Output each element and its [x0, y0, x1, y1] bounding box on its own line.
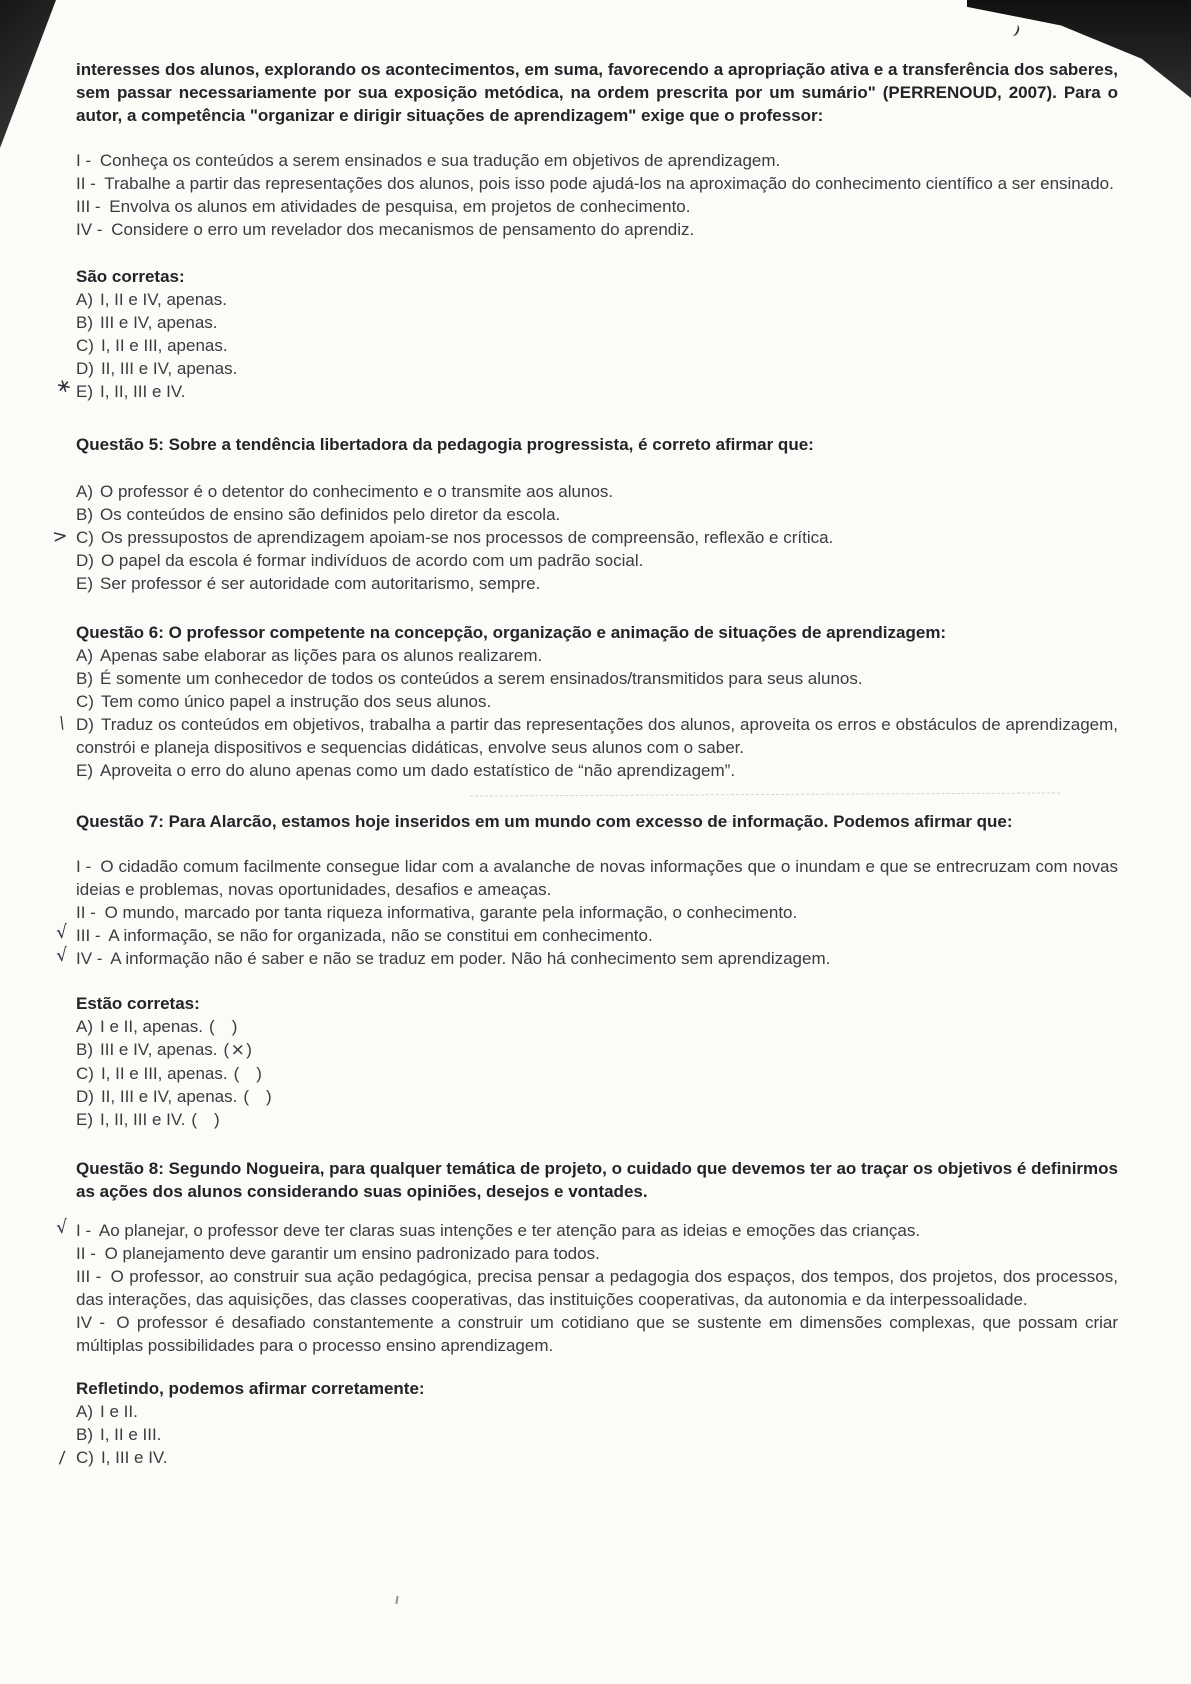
option-text: O professor é o detentor do conhecimento e o transmite aos alunos.	[100, 482, 614, 501]
statement-label: I -	[76, 857, 92, 876]
option-row	[76, 572, 1118, 595]
option-text: É somente um conhecedor de todos os conteúdos a serem ensinados/transmitidos para seus alunos.	[100, 669, 863, 688]
option-label: D)	[76, 1087, 94, 1106]
intro-paragraph: interesses dos alunos, explorando os acontecimentos, em suma, favorecendo a apropriação ativa e a transferência dos saberes, sem passar necessariamente por sua exposição metódica, na ordem prescrita por um sumário" (PERRENOUD, 2007). Para o autor, a competência "organizar e dirigir situações de aprendizagem" exige que o professor:	[76, 60, 1118, 125]
option-text: Aproveita o erro do aluno apenas como um dado estatístico de “não aprendizagem”.	[100, 761, 736, 780]
option-row	[76, 1423, 1118, 1446]
paren-close: )	[256, 1064, 262, 1083]
statement-label: II -	[76, 903, 96, 922]
scan-artifact-mark	[1008, 23, 1021, 37]
option-text: I e II.	[100, 1402, 138, 1421]
statement-text: O mundo, marcado por tanta riqueza informativa, garante pela informação, o conhecimento.	[104, 903, 798, 922]
option-label: C)	[76, 528, 94, 547]
statement-label: I -	[76, 1221, 92, 1240]
option-label: E)	[76, 382, 93, 401]
option-text: I, II e III, apenas.	[100, 336, 228, 355]
option-text: II, III e IV, apenas.	[100, 1087, 238, 1106]
option-row	[52, 373, 1118, 403]
statement-text: O professor é desafiado constantemente a construir um cotidiano que se sustente em dimensões complexas, que possam criar múltiplas possibilidades para o processo ensino aprendizagem.	[76, 1313, 1119, 1355]
scan-speck	[395, 1596, 398, 1604]
question6-heading: Questão 6: O professor competente na concepção, organização e animação de situações de aprendizagem:	[76, 623, 947, 642]
paren-close: )	[246, 1040, 252, 1059]
option-label: E)	[76, 761, 93, 780]
statement-item	[76, 218, 1118, 241]
statement-item	[76, 1311, 1118, 1357]
statement-label: IV -	[76, 1313, 106, 1332]
question7-options	[76, 1015, 1118, 1131]
statement-item	[76, 172, 1118, 195]
answers-heading: Refletindo, podemos afirmar corretamente:	[76, 1379, 425, 1398]
statement-item	[76, 195, 1118, 218]
option-row	[76, 667, 1118, 690]
question5-options	[51, 480, 1118, 595]
option-row	[76, 334, 1118, 357]
option-label: D)	[76, 359, 94, 378]
answers-heading: Estão corretas:	[76, 994, 200, 1013]
option-row	[76, 759, 1118, 782]
option-text: Os conteúdos de ensino são definidos pelo diretor da escola.	[100, 505, 561, 524]
statement-text: Considere o erro um revelador dos mecanismos de pensamento do aprendiz.	[111, 220, 695, 239]
option-row	[76, 1015, 1118, 1038]
handwritten-arrow-mark: >	[51, 525, 69, 548]
statement-label: III -	[76, 1267, 102, 1286]
option-row	[57, 712, 1118, 759]
handwritten-tick-mark: \	[57, 712, 67, 733]
statement-item	[55, 1216, 1118, 1242]
answer-parentheses	[234, 1064, 262, 1083]
option-row	[76, 1062, 1118, 1085]
statement-text: A informação não é saber e não se traduz em poder. Não há conhecimento sem aprendizagem.	[110, 949, 831, 968]
handwritten-check-mark: √	[55, 1216, 69, 1239]
statement-label: IV -	[76, 949, 103, 968]
question5-heading: Questão 5: Sobre a tendência libertadora da pedagogia progressista, é correto afirmar que:	[76, 435, 814, 454]
statement-text: O professor, ao construir sua ação pedagógica, precisa pensar a pedagogia dos espaços, dos tempos, dos projetos, dos processos, das interações, das aquisições, das classes cooperativas, das instituições cooperativas, da autonomia e da interpessoalidade.	[76, 1267, 1118, 1309]
option-label: C)	[76, 336, 94, 355]
option-row	[76, 549, 1118, 572]
question8-statements	[55, 1216, 1119, 1357]
statement-item	[76, 149, 1118, 172]
option-label: D)	[76, 551, 94, 570]
option-text: I, III e IV.	[100, 1448, 168, 1467]
option-text: II, III e IV, apenas.	[100, 359, 238, 378]
statement-item	[55, 921, 1118, 947]
option-row	[76, 480, 1118, 503]
question7-heading: Questão 7: Para Alarcão, estamos hoje inseridos em um mundo com excesso de informação. Podemos afirmar que:	[76, 812, 1013, 831]
statement-item	[76, 1242, 1118, 1265]
option-text: Tem como único papel a instrução dos seus alunos.	[100, 692, 492, 711]
option-label: B)	[76, 313, 93, 332]
option-label: A)	[76, 1402, 93, 1421]
paren-open: (	[243, 1087, 250, 1106]
paren-close: )	[266, 1087, 272, 1106]
statement-text: O cidadão comum facilmente consegue lidar com a avalanche de novas informações que o inundam e que se entrecruzam com novas ideias e problemas, novas oportunidades, desafios e ameaças.	[76, 857, 1118, 899]
option-label: A)	[76, 482, 93, 501]
statement-item	[76, 1265, 1118, 1311]
handwritten-asterisk-mark: ∗	[52, 373, 75, 399]
statement-label: II -	[76, 174, 96, 193]
statement-label: IV -	[76, 220, 103, 239]
handwritten-check-mark: √	[55, 944, 69, 967]
intro-statements	[76, 149, 1118, 241]
question8-options	[58, 1400, 1118, 1469]
option-text: Traduz os conteúdos em objetivos, trabalha a partir das representações dos alunos, aproveita os erros e obstáculos de aprendizagem, constrói e planeja dispositivos e sequencias didáticas, envolve seus alunos com o saber.	[76, 715, 1118, 757]
option-text: Os pressupostos de aprendizagem apoiam-se nos processos de compreensão, reflexão e crítica.	[100, 528, 834, 547]
statement-item	[76, 855, 1118, 901]
statement-text: O planejamento deve garantir um ensino padronizado para todos.	[104, 1244, 600, 1263]
option-row	[76, 690, 1118, 713]
statement-label: III -	[76, 197, 101, 216]
option-label: B)	[76, 505, 93, 524]
handwritten-x-mark: ×	[230, 1040, 245, 1060]
statement-label: II -	[76, 1244, 96, 1263]
statement-label: I -	[76, 151, 92, 170]
intro-options	[52, 288, 1118, 403]
paren-open: (	[191, 1110, 198, 1129]
option-text: Ser professor é ser autoridade com autoritarismo, sempre.	[100, 574, 541, 593]
question6-options	[57, 644, 1118, 782]
option-label: C)	[76, 1448, 94, 1467]
option-label: B)	[76, 1040, 93, 1059]
option-text: O papel da escola é formar indivíduos de acordo com um padrão social.	[100, 551, 644, 570]
statement-text: Ao planejar, o professor deve ter claras suas intenções e ter atenção para as ideias e emoções das crianças.	[98, 1221, 921, 1240]
option-row	[58, 1446, 1118, 1469]
option-label: C)	[76, 692, 94, 711]
statement-item	[76, 901, 1118, 924]
answer-parentheses	[224, 1040, 252, 1059]
option-text: I, II e III.	[100, 1425, 162, 1444]
option-text: III e IV, apenas.	[100, 1040, 218, 1059]
option-label: C)	[76, 1064, 94, 1083]
paren-close: )	[231, 1017, 238, 1036]
option-row	[76, 1038, 1118, 1062]
option-text: I, II, III e IV.	[100, 1110, 186, 1129]
option-label: B)	[76, 1425, 93, 1444]
statement-label: III -	[76, 926, 101, 945]
answers-heading: São corretas:	[76, 267, 185, 286]
statement-text: Envolva os alunos em atividades de pesquisa, em projetos de conhecimento.	[109, 197, 691, 216]
option-label: B)	[76, 669, 93, 688]
option-text: I, II e III, apenas.	[100, 1064, 228, 1083]
option-row	[76, 1085, 1118, 1108]
handwritten-check-mark: √	[55, 921, 69, 944]
option-label: E)	[76, 574, 93, 593]
paren-open: (	[233, 1064, 240, 1083]
answer-parentheses	[191, 1110, 219, 1129]
option-row	[76, 644, 1118, 667]
statement-text: Trabalhe a partir das representações dos alunos, pois isso pode ajudá-los na aproximação do conhecimento científico a ser ensinado.	[104, 174, 1114, 193]
option-label: A)	[76, 1017, 93, 1036]
option-label: E)	[76, 1110, 93, 1129]
option-text: I, II, III e IV.	[100, 382, 186, 401]
answer-parentheses	[243, 1087, 271, 1106]
paren-open: (	[209, 1017, 215, 1036]
option-label: D)	[76, 715, 94, 734]
document-content	[51, 58, 1119, 1469]
statement-text: Conheça os conteúdos a serem ensinados e sua tradução em objetivos de aprendizagem.	[99, 151, 781, 170]
option-row	[76, 503, 1118, 526]
question8-heading: Questão 8: Segundo Nogueira, para qualquer temática de projeto, o cuidado que devemos ter ao traçar os objetivos é definirmos as ações dos alunos considerando suas opiniões, desejos e vontades.	[76, 1159, 1118, 1201]
statement-text: A informação, se não for organizada, não se constitui em conhecimento.	[108, 926, 653, 945]
option-row	[76, 311, 1118, 334]
paren-open: (	[223, 1040, 230, 1059]
option-row	[76, 1400, 1118, 1423]
option-row	[76, 357, 1118, 380]
option-row	[76, 1108, 1118, 1131]
option-row	[51, 525, 1118, 549]
paren-close: )	[214, 1110, 220, 1129]
option-text: Apenas sabe elaborar as lições para os alunos realizarem.	[100, 646, 543, 665]
option-row	[76, 288, 1118, 311]
option-text: III e IV, apenas.	[100, 313, 218, 332]
option-label: A)	[76, 290, 93, 309]
option-text: I, II e IV, apenas.	[100, 290, 227, 309]
option-label: A)	[76, 646, 93, 665]
handwritten-slash-mark: /	[58, 1447, 66, 1469]
answer-parentheses	[209, 1017, 237, 1036]
scan-corner-top-left	[0, 0, 56, 148]
question7-statements	[55, 855, 1118, 970]
statement-item	[55, 944, 1118, 970]
option-text: I e II, apenas.	[100, 1017, 204, 1036]
